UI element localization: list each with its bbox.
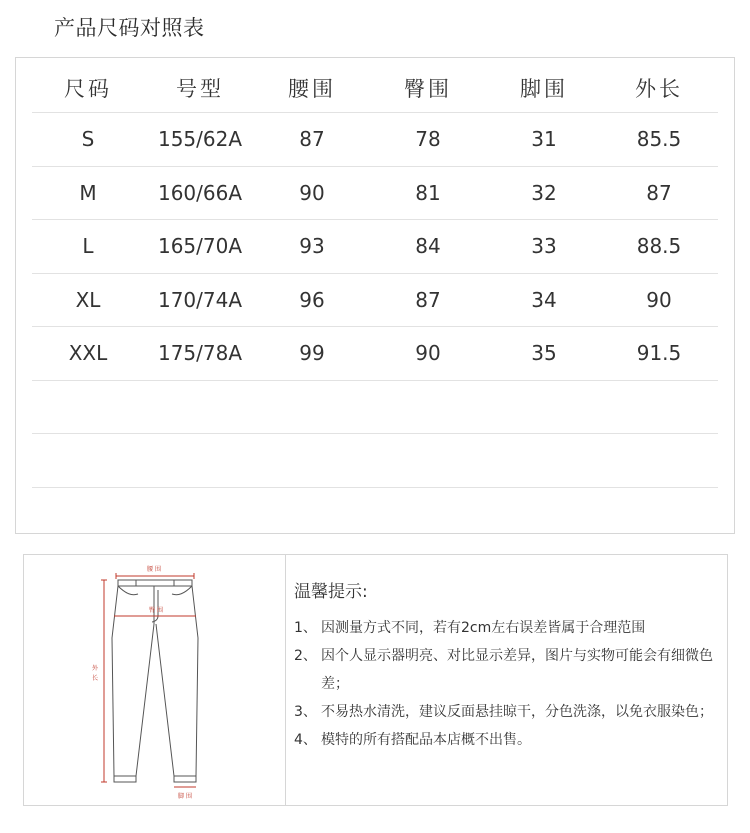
waist-label: 腰 围	[147, 566, 161, 573]
tip-text: 模特的所有搭配品本店概不出售。	[321, 732, 531, 748]
outer-length-cell: 90	[646, 287, 672, 312]
outer-length-cell: 87	[646, 180, 672, 205]
header-waist: 腰围	[288, 76, 336, 101]
tip-number: 4、	[294, 732, 317, 748]
table-row	[32, 167, 718, 221]
table-row	[32, 274, 718, 328]
tip-item	[294, 698, 724, 726]
tip-text: 因个人显示器明亮、对比显示差异，图片与实物可能会有细微色差；	[321, 648, 713, 692]
tip-text: 因测量方式不同，若有2cm左右误差皆属于合理范围	[321, 620, 646, 636]
outer-length-cell: 88.5	[636, 234, 682, 259]
hip-cell: 78	[415, 127, 441, 152]
notes-panel	[23, 554, 728, 806]
model-cell: 160/66A	[157, 180, 243, 205]
model-cell: 175/78A	[157, 341, 243, 366]
header-outer-length: 外长	[635, 76, 683, 101]
waist-cell: 90	[299, 180, 325, 205]
header-model: 号型	[176, 76, 224, 101]
size-cell: XL	[75, 287, 101, 312]
care-tips	[294, 577, 724, 754]
header-size: 尺码	[64, 76, 112, 101]
tip-number: 2、	[294, 648, 317, 664]
leg-opening-cell: 31	[531, 127, 557, 152]
table-row	[32, 113, 718, 167]
size-table	[32, 63, 718, 488]
tip-item	[294, 642, 724, 698]
outer-length-label-1: 外	[91, 665, 99, 672]
tip-number: 3、	[294, 704, 317, 720]
leg-opening-cell: 32	[531, 180, 557, 205]
hip-cell: 90	[415, 341, 441, 366]
hip-cell: 81	[415, 180, 441, 205]
waist-cell: 93	[299, 234, 325, 259]
table-row	[32, 220, 718, 274]
outer-length-cell: 91.5	[636, 341, 682, 366]
waist-cell: 99	[299, 341, 325, 366]
tips-title: 温馨提示:	[294, 582, 368, 602]
leg-opening-label: 脚 围	[178, 793, 192, 800]
outer-length-label-2: 长	[91, 675, 99, 682]
leg-opening-cell: 35	[531, 341, 557, 366]
leg-opening-cell: 33	[531, 234, 557, 259]
leg-opening-cell: 34	[531, 287, 557, 312]
hip-label: 臀 围	[149, 607, 163, 614]
header-leg-opening: 脚围	[520, 76, 568, 101]
tip-text: 不易热水清洗，建议反面悬挂晾干，分色洗涤，以免衣服染色；	[321, 704, 713, 720]
model-cell: 165/70A	[157, 234, 243, 259]
empty-table-row	[32, 381, 718, 435]
size-cell: S	[81, 127, 95, 152]
size-cell: M	[79, 180, 97, 205]
table-header-row	[32, 63, 718, 113]
tip-number: 1、	[294, 620, 317, 636]
size-cell: L	[82, 234, 94, 259]
hip-cell: 87	[415, 287, 441, 312]
model-cell: 155/62A	[157, 127, 243, 152]
waist-cell: 96	[299, 287, 325, 312]
table-row	[32, 327, 718, 381]
tip-item	[294, 614, 724, 642]
empty-table-row	[32, 434, 718, 488]
size-cell: XXL	[68, 341, 108, 366]
waist-cell: 87	[299, 127, 325, 152]
tip-item	[294, 726, 724, 754]
outer-length-cell: 85.5	[636, 127, 682, 152]
size-chart-panel	[15, 57, 735, 534]
hip-cell: 84	[415, 234, 441, 259]
pants-measurement-diagram	[74, 558, 234, 804]
notes-divider	[285, 555, 286, 805]
page-title: 产品尺码对照表	[54, 16, 205, 40]
model-cell: 170/74A	[157, 287, 243, 312]
header-hip: 臀围	[404, 76, 452, 101]
